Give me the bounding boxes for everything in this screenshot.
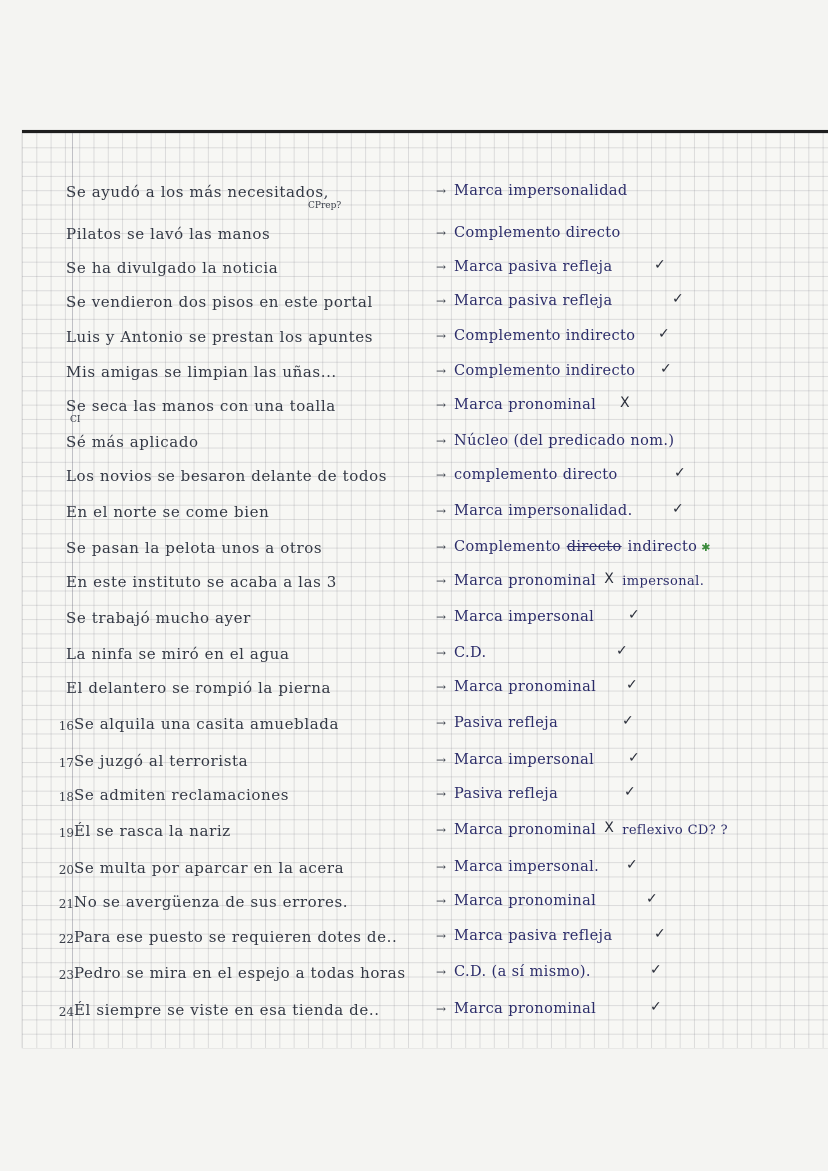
exercise-row [22, 501, 828, 531]
arrow-icon: → [436, 929, 447, 943]
sentence-text: Pilatos se lavó las manos [66, 225, 271, 243]
check-mark-icon: ✓ [660, 361, 672, 377]
sentence-text: Se juzgó al terrorista [74, 752, 249, 770]
answer-main: Pasiva refleja [454, 786, 559, 802]
answer-main: Marca pronominal [454, 573, 597, 589]
answer-crossed-out: directo [566, 539, 622, 555]
answer-text [454, 645, 487, 661]
answer-main: Marca impersonal [454, 609, 595, 625]
answer-text [454, 679, 596, 695]
exercise-row [22, 223, 828, 253]
exercise-row [22, 361, 828, 391]
row-number: 22 [58, 932, 74, 946]
arrow-icon: → [436, 716, 447, 730]
check-mark-icon: ✓ [626, 857, 638, 873]
answer-main: Complemento indirecto [454, 363, 636, 379]
arrow-icon: → [436, 646, 447, 660]
arrow-icon: → [436, 965, 447, 979]
arrow-icon: → [436, 680, 447, 694]
answer-text [454, 363, 635, 379]
wrong-mark-icon: X [604, 571, 614, 587]
wrong-mark-icon: X [604, 820, 614, 836]
sentence-text: No se avergüenza de sus errores. [74, 893, 349, 911]
answer-text [454, 328, 635, 344]
answer-main: Marca impersonalidad [454, 183, 628, 199]
arrow-icon: → [436, 1002, 447, 1016]
margin-note: CI [70, 415, 81, 425]
row-number: 17 [58, 756, 74, 770]
answer-text [454, 397, 596, 413]
sentence-text: Se alquila una casita amueblada [74, 715, 340, 733]
exercise-row [22, 431, 828, 461]
exercise-row [22, 750, 828, 780]
sentence-text: El delantero se rompió la pierna [66, 679, 331, 697]
answer-text [454, 183, 628, 199]
exercise-row [22, 784, 828, 814]
arrow-icon: → [436, 787, 447, 801]
row-number: 19 [58, 826, 74, 840]
check-mark-icon: ✓ [654, 257, 666, 273]
answer-text [454, 225, 621, 241]
arrow-icon: → [436, 434, 447, 448]
answer-text [454, 1001, 596, 1017]
check-mark-icon: ✓ [650, 962, 662, 978]
answer-text [454, 433, 674, 449]
arrow-icon: → [436, 398, 447, 412]
answer-main: Núcleo (del predicado nom.) [454, 433, 675, 449]
arrow-icon: → [436, 610, 447, 624]
arrow-icon: → [436, 504, 447, 518]
arrow-icon: → [436, 226, 447, 240]
answer-correction: indirecto [627, 539, 698, 555]
answer-text [454, 539, 711, 555]
answer-text [454, 752, 594, 768]
exercise-row [22, 926, 828, 956]
sentence-text: Para ese puesto se requieren dotes de.. [74, 928, 398, 946]
arrow-icon: → [436, 294, 447, 308]
exercise-row [22, 999, 828, 1029]
exercise-row [22, 677, 828, 707]
check-mark-icon: ✓ [628, 750, 640, 766]
sentence-text: Luis y Antonio se prestan los apuntes [66, 328, 373, 346]
answer-text [454, 859, 599, 875]
answer-main: Marca pronominal [454, 397, 597, 413]
answer-text [454, 573, 704, 589]
check-mark-icon: ✓ [628, 607, 640, 623]
check-mark-icon: ✓ [672, 501, 684, 517]
answer-main: Complemento directo [454, 225, 621, 241]
arrow-icon: → [436, 753, 447, 767]
answer-text [454, 293, 613, 309]
exercise-row [22, 607, 828, 637]
answer-main: Marca pasiva refleja [454, 293, 613, 309]
sentence-text: Se pasan la pelota unos a otros [66, 539, 323, 557]
green-scribble-icon: ✱ [697, 541, 711, 554]
answer-main: Complemento indirecto [454, 328, 636, 344]
answer-text [454, 893, 596, 909]
sentence-text: Se multa por aparcar en la acera [74, 859, 345, 877]
row-number: 16 [58, 719, 74, 733]
sentence-text: En el norte se come bien [66, 503, 270, 521]
exercise-row [22, 891, 828, 921]
answer-main: Marca pasiva refleja [454, 928, 613, 944]
answer-text [454, 928, 613, 944]
answer-text [454, 503, 633, 519]
sentence-text: Él siempre se viste en esa tienda de.. [74, 1001, 380, 1019]
sentence-text: Se ayudó a los más necesitados, [66, 183, 330, 201]
answer-text [454, 609, 594, 625]
sentence-text: Se trabajó mucho ayer [66, 609, 251, 627]
wrong-mark-icon: X [620, 395, 630, 411]
answer-main: Complemento [454, 539, 561, 555]
arrow-icon: → [436, 364, 447, 378]
answer-text [454, 786, 558, 802]
row-number: 20 [58, 863, 74, 877]
answer-main: C.D. [454, 645, 487, 661]
margin-note: CPrep? [308, 201, 342, 211]
arrow-icon: → [436, 540, 447, 554]
exercise-row [22, 326, 828, 356]
answer-text [454, 964, 591, 980]
arrow-icon: → [436, 894, 447, 908]
exercise-row [22, 395, 828, 425]
exercise-row [22, 857, 828, 887]
row-number: 23 [58, 968, 74, 982]
answer-text [454, 822, 728, 838]
arrow-icon: → [436, 329, 447, 343]
exercise-row [22, 465, 828, 495]
check-mark-icon: ✓ [672, 291, 684, 307]
sentence-text: Él se rasca la nariz [74, 822, 231, 840]
arrow-icon: → [436, 468, 447, 482]
arrow-icon: → [436, 260, 447, 274]
row-number: 24 [58, 1005, 74, 1019]
exercise-row [22, 181, 828, 211]
answer-text [454, 715, 558, 731]
sentence-text: Se seca las manos con una toalla [66, 397, 336, 415]
row-number: 21 [58, 897, 74, 911]
check-mark-icon: ✓ [646, 891, 658, 907]
sentence-text: Se admiten reclamaciones [74, 786, 290, 804]
answer-main: Marca pronominal [454, 893, 597, 909]
answer-main: Marca pronominal [454, 1001, 597, 1017]
arrow-icon: → [436, 184, 447, 198]
arrow-icon: → [436, 574, 447, 588]
sentence-text: En este instituto se acaba a las 3 [66, 573, 337, 591]
exercise-row [22, 537, 828, 567]
exercise-row [22, 291, 828, 321]
row-number: 18 [58, 790, 74, 804]
answer-text [454, 259, 613, 275]
answer-main: Marca impersonal [454, 752, 595, 768]
check-mark-icon: ✓ [622, 713, 634, 729]
exercise-row [22, 643, 828, 673]
arrow-icon: → [436, 860, 447, 874]
notebook-page [22, 130, 828, 1048]
answer-extra-note: reflexivo CD? ? [622, 823, 729, 838]
answer-extra-note: impersonal. [622, 574, 705, 589]
check-mark-icon: ✓ [674, 465, 686, 481]
check-mark-icon: ✓ [658, 326, 670, 342]
exercise-row [22, 713, 828, 743]
check-mark-icon: ✓ [626, 677, 638, 693]
check-mark-icon: ✓ [650, 999, 662, 1015]
exercise-row [22, 962, 828, 992]
sentence-text: Se vendieron dos pisos en este portal [66, 293, 373, 311]
arrow-icon: → [436, 823, 447, 837]
answer-main: Marca impersonalidad. [454, 503, 633, 519]
answer-main: complemento directo [454, 467, 618, 483]
sentence-text: Se ha divulgado la noticia [66, 259, 279, 277]
exercise-row [22, 257, 828, 287]
answer-main: Marca pronominal [454, 679, 597, 695]
answer-main: Marca impersonal. [454, 859, 600, 875]
sentence-text: La ninfa se miró en el agua [66, 645, 290, 663]
sentence-text: Los novios se besaron delante de todos [66, 467, 387, 485]
check-mark-icon: ✓ [654, 926, 666, 942]
check-mark-icon: ✓ [624, 784, 636, 800]
answer-main: Pasiva refleja [454, 715, 559, 731]
sentence-text: Mis amigas se limpian las uñas... [66, 363, 337, 381]
exercise-row [22, 820, 828, 850]
exercise-row [22, 571, 828, 601]
sentence-text: Pedro se mira en el espejo a todas horas [74, 964, 406, 982]
check-mark-icon: ✓ [616, 643, 628, 659]
sentence-text: Sé más aplicado [66, 433, 199, 451]
answer-main: Marca pronominal [454, 822, 597, 838]
answer-main: Marca pasiva refleja [454, 259, 613, 275]
answer-main: C.D. (a sí mismo). [454, 964, 591, 980]
answer-text [454, 467, 618, 483]
